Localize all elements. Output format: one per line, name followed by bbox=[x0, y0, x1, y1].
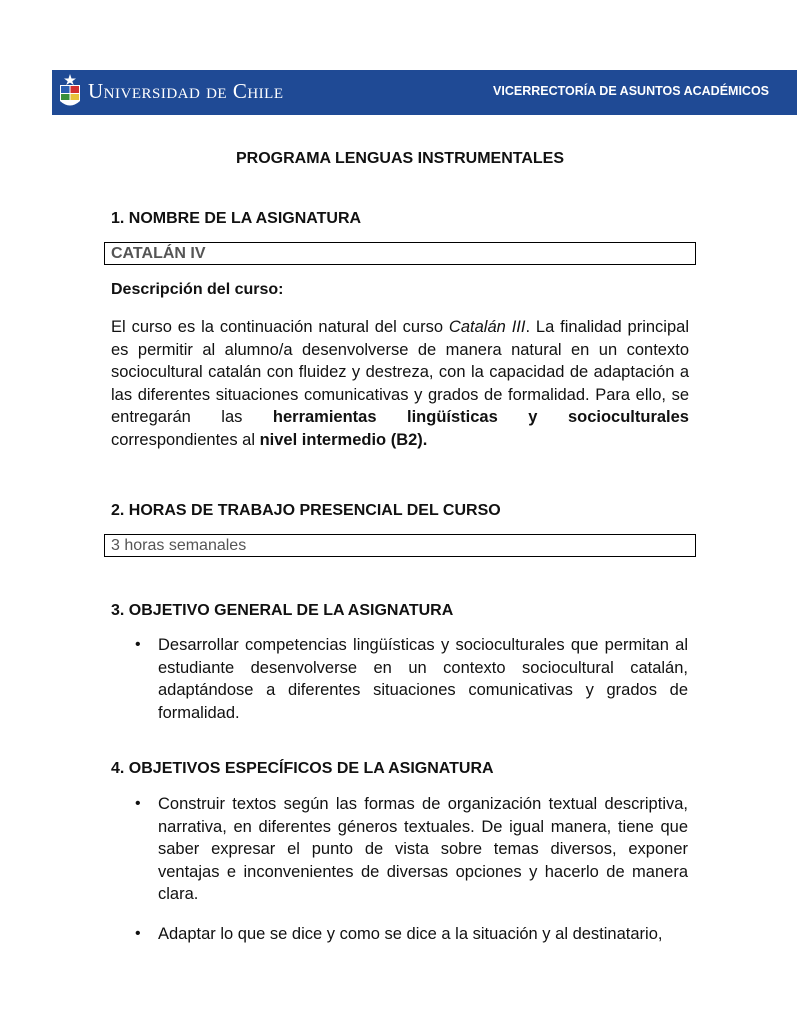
desc-course-ref: Catalán III bbox=[448, 318, 526, 336]
desc-text-3: correspondientes al bbox=[111, 430, 260, 449]
bullet-icon: • bbox=[135, 925, 141, 942]
document-title: PROGRAMA LENGUAS INSTRUMENTALES bbox=[236, 150, 564, 167]
course-name-box: CATALÁN IV bbox=[104, 242, 696, 265]
desc-text-1: El curso es la continuación natural del curso bbox=[111, 318, 449, 336]
section-1-heading: 1. NOMBRE DE LA ASIGNATURA bbox=[111, 210, 362, 227]
desc-level: nivel intermedio (B2). bbox=[259, 430, 428, 449]
section-4-heading: 4. OBJETIVOS ESPECÍFICOS DE LA ASIGNATURA bbox=[111, 760, 494, 777]
specific-objective-2: Adaptar lo que se dice y como se dice a la situación y al destinatario, bbox=[158, 925, 663, 943]
section-3-heading: 3. OBJETIVO GENERAL DE LA ASIGNATURA bbox=[111, 602, 454, 619]
course-description bbox=[111, 316, 689, 451]
course-description-heading: Descripción del curso: bbox=[111, 281, 284, 298]
general-objective: Desarrollar competencias lingüísticas y socioculturales que permitan al estudiante desenvolverse en un contexto sociocultural catalán, adaptándose a diferentes situaciones comunicativas y grados de formalidad. bbox=[158, 636, 688, 722]
specific-objective-1: Construir textos según las formas de organización textual descriptiva, narrativa, en diferentes géneros textuales. De igual manera, tiene que saber expresar el punto de vista sobre temas diversos, exponer ventajas e inconvenientes de diversas opciones y hacerlo de manera clara. bbox=[158, 795, 688, 903]
university-crest-icon bbox=[58, 73, 82, 111]
university-name[interactable]: Universidad de Chile bbox=[88, 79, 284, 103]
hours-box: 3 horas semanales bbox=[104, 534, 696, 557]
section-2-heading: 2. HORAS DE TRABAJO PRESENCIAL DEL CURSO bbox=[111, 502, 501, 519]
desc-text-2: . La finalidad principal es permitir al alumno/a desenvolverse de manera natural en un contexto sociocultural catalán con fluidez y destreza, con la capacidad de adaptación a las diferentes situaciones comunicativas y grados de formalidad. Para ello, se entregarán las bbox=[111, 318, 689, 426]
bullet-icon: • bbox=[135, 636, 141, 653]
header-banner bbox=[52, 70, 797, 115]
desc-tools: herramientas lingüísticas y socioculturales bbox=[272, 408, 689, 426]
bullet-icon: • bbox=[135, 795, 141, 812]
office-name: VICERRECTORÍA DE ASUNTOS ACADÉMICOS bbox=[493, 84, 769, 98]
